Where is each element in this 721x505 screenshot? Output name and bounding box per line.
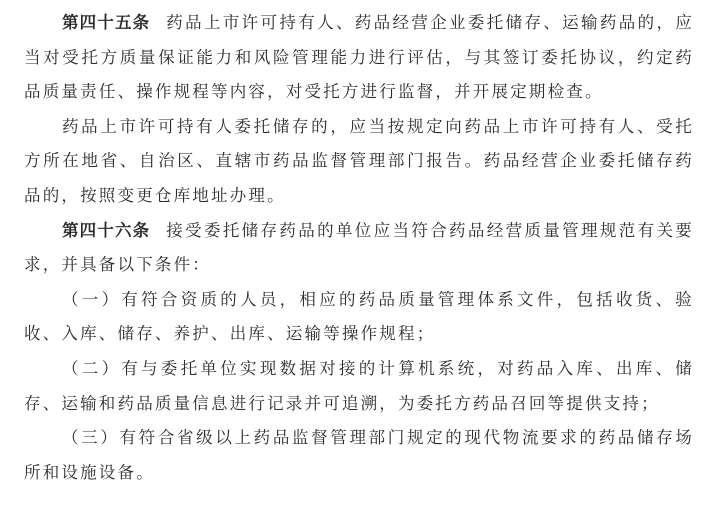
- document-body: [24, 6, 694, 490]
- article-45-paragraph-1: [24, 6, 694, 110]
- article-45-paragraph-2: 药品上市许可持有人委托储存的，应当按规定向药品上市许可持有人、受托方所在地省、自治区、直辖市药品监督管理部门报告。药品经营企业委托储存药品的，按照变更仓库地址办理。: [24, 116, 694, 205]
- article-46-number: 第四十六条: [62, 220, 151, 240]
- article-46-item-2: （二）有与委托单位实现数据对接的计算机系统，对药品入库、出库、储存、运输和药品质量信息进行记录并可追溯，为委托方药品召回等提供支持；: [24, 358, 694, 413]
- article-46-intro-text: 接受委托储存药品的单位应当符合药品经营质量管理规范有关要求，并具备以下条件：: [24, 220, 694, 275]
- article-46-paragraph-intro: [24, 214, 694, 283]
- article-45-number: 第四十五条: [62, 13, 151, 32]
- article-46-item-3: （三）有符合省级以上药品监督管理部门规定的现代物流要求的药品储存场所和设施设备。: [24, 428, 694, 482]
- article-45-text-1: 药品上市许可持有人、药品经营企业委托储存、运输药品的，应当对受托方质量保证能力和风险管理能力进行评估，与其签订委托协议，约定药品质量责任、操作规程等内容，对受托方进行监督，并开展定期检查。: [24, 13, 694, 102]
- article-46-item-1: （一）有符合资质的人员，相应的药品质量管理体系文件，包括收货、验收、入库、储存、养护、出库、运输等操作规程；: [24, 289, 694, 344]
